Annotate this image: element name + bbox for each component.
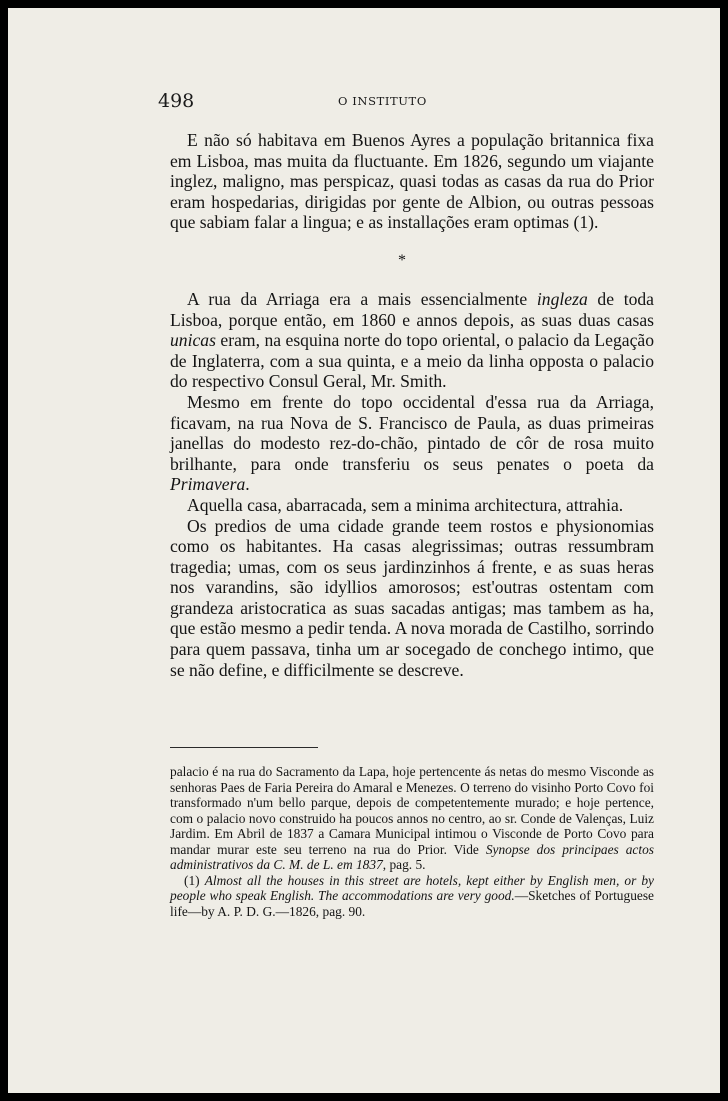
footnote-1: (1) Almost all the houses in this street are hotels, kept either by English men, or by people who speak English. The accommodations are very good.—Sketches of Portuguese life—by A. P. D. G.—1826, pag. 90. — [170, 872, 654, 919]
paragraph-rua-da-arriaga: A rua da Arriaga era a mais essencialmente ingleza de toda Lisboa, porque então, em 1860 e annos depois, as suas duas casas unicas eram, na esquina norte do topo oriental, o palacio da Legação de Inglaterra, com a sua quinta, e a meio da linha opposta o palacio do respectivo Consul Geral, Mr. Smith. — [170, 288, 654, 392]
footnote-rule — [170, 747, 318, 748]
italic-text: unicas — [170, 330, 216, 351]
page-number: 498 — [158, 90, 195, 112]
book-page — [8, 8, 720, 1093]
paragraph-mesmo-em-frente: Mesmo em frente do topo occidental d'essa rua da Arriaga, ficavam, na rua Nova de S. Francisco de Paula, as duas primeiras janellas do modesto rez-do-chão, pintado de côr de rosa muito brilhante, para onde transferiu os seus penates o poeta da Primavera. — [170, 391, 654, 495]
paragraph-os-predios: Os predios de uma cidade grande teem rostos e physionomias como os habitantes. Ha casas alegrissimas; outras ressumbram tragedia; umas, com os seus jardinzinhos á frente, e as suas heras nos varandins, são idyllios amorosos; est'outras ostentam com grandeza aristocratica as suas sacadas antigas; mas tambem as ha, que estão mesmo a pedir tenda. A nova morada de Castilho, sorrindo para quem passava, tinha um ar socegado de conchego intimo, que se não define, e difficilmente se descreve. — [170, 515, 654, 680]
footnotes — [170, 764, 654, 919]
paragraph-buenos-ayres: E não só habitava em Buenos Ayres a população britannica fixa em Lisboa, mas muita da fluctuante. Em 1826, segundo um viajante inglez, maligno, mas perspicaz, quasi todas as casas da rua do Prior eram hospedarias, dirigidas por gente de Albion, ou outras pessoas que sabiam falar a lingua; e as installações eram optimas (1). — [170, 130, 654, 233]
footnote-continuation: palacio é na rua do Sacramento da Lapa, hoje pertencente ás netas do mesmo Visconde as senhoras Paes de Faria Pereira do Amaral e Menezes. O terreno do visinho Porto Covo foi transformado n'um bello parque, depois de competentemente murado; e hoje pertence, com o palacio novo construido ha poucos annos no centro, ao sr. Conde de Valenças, Luiz Jardim. Em Abril de 1837 a Camara Municipal intimou o Visconde de Porto Covo para mandar murar este seu terreno na rua do Prior. Vide Synopse dos principaes actos administrativos da C. M. de L. em 1837, pag. 5. — [170, 764, 654, 872]
main-text — [170, 130, 654, 680]
italic-text: Primavera — [170, 474, 246, 495]
asterisk-separator: * — [398, 251, 406, 269]
paragraph-aquella-casa: Aquella casa, abarracada, sem a minima architectura, attrahia. — [187, 494, 624, 515]
italic-text: Almost all the houses in this street are hotels, kept either by English men, or by people who speak English. The accommodations are very good. — [170, 872, 654, 903]
running-title: O INSTITUTO — [338, 94, 427, 108]
section-break — [170, 233, 654, 267]
italic-text: ingleza — [536, 288, 588, 309]
page-header — [158, 90, 658, 114]
italic-text: Synopse dos principaes actos administrativos da C. M. de L. em 1837 — [170, 841, 654, 872]
